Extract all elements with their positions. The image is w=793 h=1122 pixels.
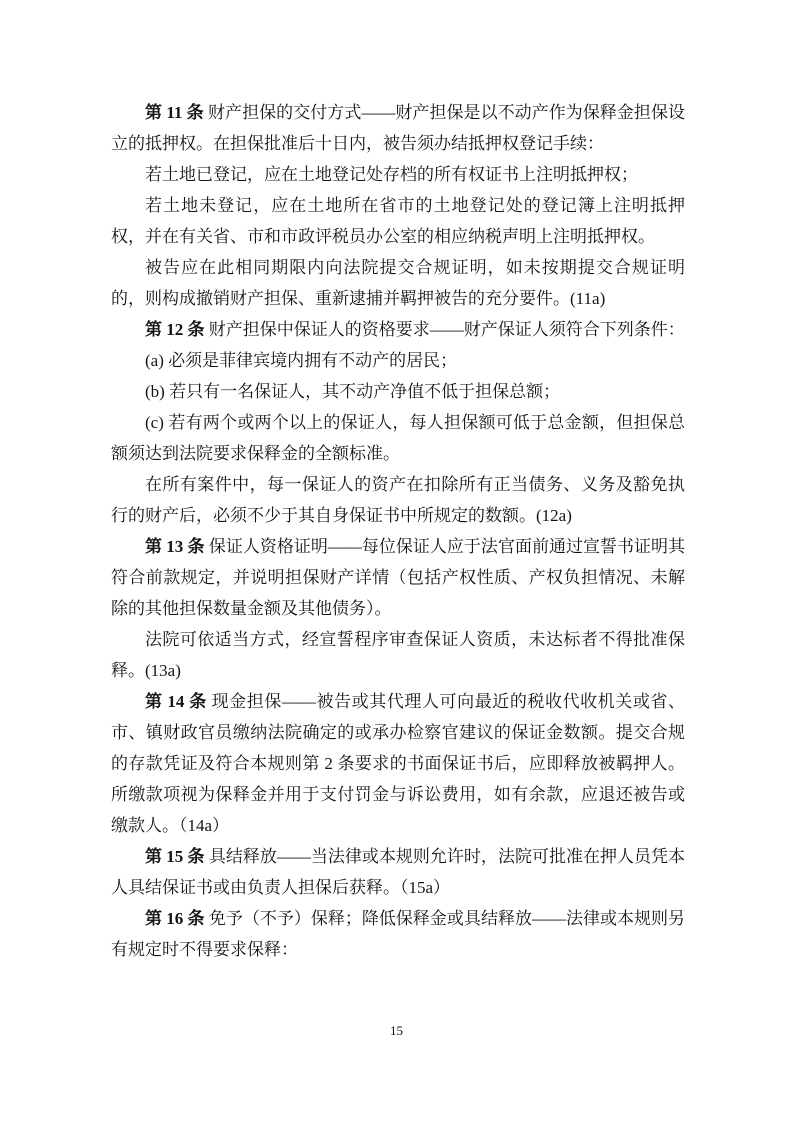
paragraph-text: 被告应在此相同期限内向法院提交合规证明，如未按期提交合规证明的，则构成撤销财产担保、重新逮捕并羁押被告的充分要件。(11a) — [111, 258, 685, 308]
paragraph-text: 若土地已登记，应在土地登记处存档的所有权证书上注明抵押权； — [145, 165, 638, 184]
article-number: 第 13 条 — [145, 537, 205, 556]
paragraph — [111, 252, 685, 314]
paragraph-text: (c) 若有两个或两个以上的保证人，每人担保额可低于总金额，但担保总额须达到法院要求保释金的全额标准。 — [111, 413, 685, 463]
paragraph — [111, 159, 685, 190]
paragraph — [111, 903, 685, 965]
paragraph-text: 在所有案件中，每一保证人的资产在扣除所有正当债务、义务及豁免执行的财产后，必须不少于其自身保证书中所规定的数额。(12a) — [111, 475, 685, 525]
paragraph-text: 保证人资格证明——每位保证人应于法官面前通过宣誓书证明其符合前款规定，并说明担保财产详情（包括产权性质、产权负担情况、未解除的其他担保数量金额及其他债务）。 — [111, 537, 686, 618]
paragraph-text: 财产担保的交付方式——财产担保是以不动产作为保释金担保设立的抵押权。在担保批准后十日内，被告须办结抵押权登记手续： — [111, 103, 686, 153]
paragraph-text: 若土地未登记，应在土地所在省市的土地登记处的登记簿上注明抵押权，并在有关省、市和市政评税员办公室的相应纳税声明上注明抵押权。 — [111, 196, 685, 246]
paragraph — [111, 531, 685, 624]
paragraph — [111, 841, 685, 903]
paragraph-text: (a) 必须是菲律宾境内拥有不动产的居民； — [145, 351, 458, 370]
paragraph-text: (b) 若只有一名保证人，其不动产净值不低于担保总额； — [145, 382, 561, 401]
article-number: 第 14 条 — [145, 692, 207, 711]
article-number: 第 12 条 — [145, 320, 205, 339]
paragraph — [111, 97, 685, 159]
paragraph-text: 财产担保中保证人的资格要求——财产保证人须符合下列条件： — [208, 320, 685, 339]
paragraph-text: 具结释放——当法律或本规则允许时，法院可批准在押人员凭本人具结保证书或由负责人担保后获释。（15a） — [111, 847, 686, 897]
page-number: 15 — [390, 1023, 403, 1038]
paragraph — [111, 624, 685, 686]
article-number: 第 16 条 — [145, 909, 205, 928]
paragraph — [111, 190, 685, 252]
paragraph — [111, 469, 685, 531]
article-number: 第 15 条 — [145, 847, 205, 866]
paragraph — [111, 345, 685, 376]
article-number: 第 11 条 — [145, 103, 204, 122]
paragraph — [111, 686, 685, 841]
paragraph — [111, 314, 685, 345]
paragraph — [111, 407, 685, 469]
paragraph-text: 免予（不予）保释；降低保释金或具结释放——法律或本规则另有规定时不得要求保释： — [111, 909, 686, 959]
paragraph-text: 现金担保——被告或其代理人可向最近的税收代收机关或省、市、镇财政官员缴纳法院确定的或承办检察官建议的保证金数额。提交合规的存款凭证及符合本规则第 2 条要求的书面保证书后，应即释放被羁押人。所缴款项视为保释金并用于支付罚金与诉讼费用，如有余款，应退还被告或缴款人。（14a） — [111, 692, 686, 835]
paragraph — [111, 376, 685, 407]
page-footer — [0, 1023, 793, 1039]
paragraph-text: 法院可依适当方式，经宣誓程序审查保证人资质，未达标者不得批准保释。(13a) — [111, 630, 685, 680]
document-body — [111, 97, 685, 965]
